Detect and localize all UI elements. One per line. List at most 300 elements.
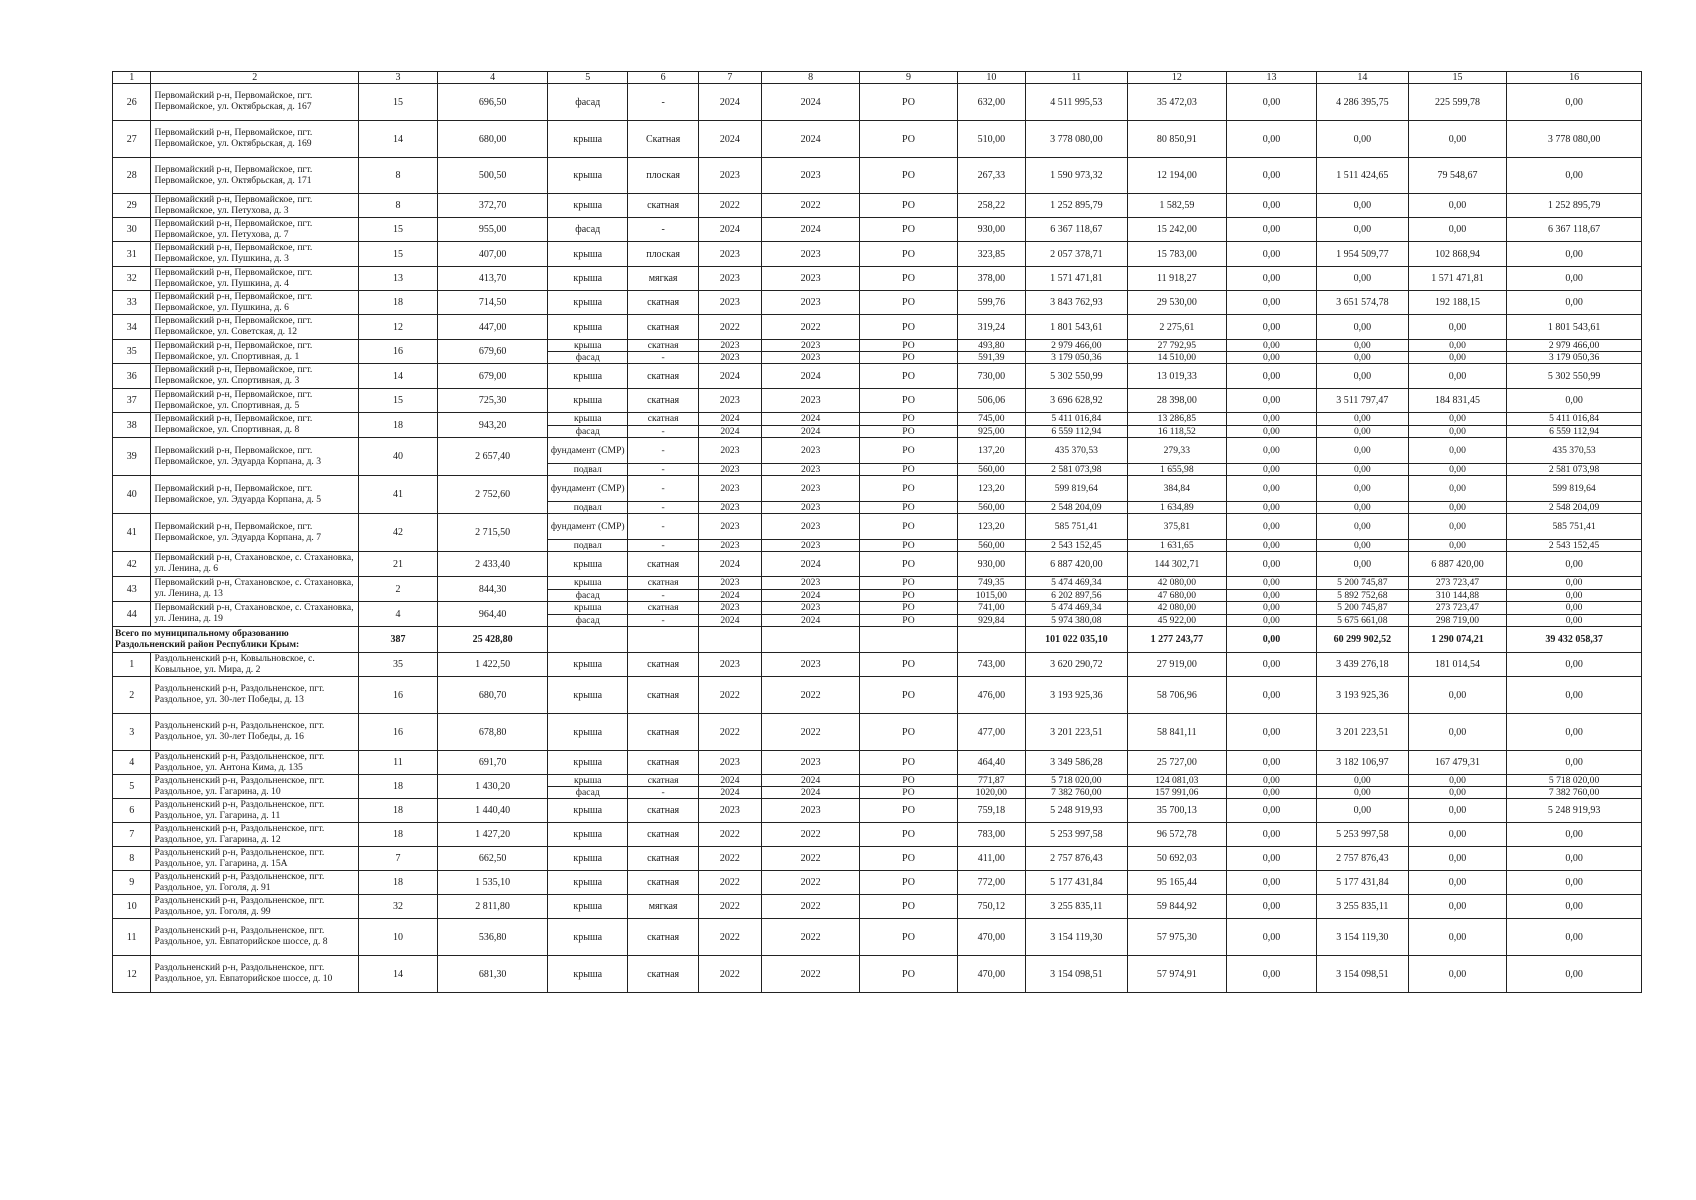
cell-c8: 2023 xyxy=(761,291,859,315)
cell-c15: 0,00 xyxy=(1408,476,1506,502)
cell-c8: 2022 xyxy=(761,919,859,956)
table-row xyxy=(113,438,1642,464)
cell-c11: 2 979 466,00 xyxy=(1026,340,1128,352)
row-number: 41 xyxy=(113,514,151,552)
cell-c9: РО xyxy=(860,194,957,218)
cell-c5: крыша xyxy=(548,799,628,823)
table-row xyxy=(113,218,1642,242)
table-row xyxy=(113,823,1642,847)
row-number: 10 xyxy=(113,895,151,919)
cell-c11: 5 474 469,34 xyxy=(1026,577,1128,590)
cell-c10: 759,18 xyxy=(957,799,1025,823)
cell-c14: 0,00 xyxy=(1316,438,1408,464)
cell-c14: 0,00 xyxy=(1316,799,1408,823)
cell-c14: 0,00 xyxy=(1316,476,1408,502)
cell-c10: 741,00 xyxy=(957,602,1025,615)
table-row xyxy=(113,677,1642,714)
table-row xyxy=(113,121,1642,158)
cell-c11: 5 411 016,84 xyxy=(1026,413,1128,426)
row-number: 44 xyxy=(113,602,151,627)
cell-c6: скатная xyxy=(628,775,699,787)
cell-c5: крыша xyxy=(548,775,628,787)
cell-col4: 1 427,20 xyxy=(438,823,548,847)
cell-c5: подвал xyxy=(548,540,628,552)
cell-c13: 0,00 xyxy=(1227,476,1317,502)
address-cell: Первомайский р-н, Первомайское, пгт. Первомайское, ул. Эдуарда Корпана, д. 3 xyxy=(151,438,358,476)
cell-c9: РО xyxy=(860,540,957,552)
cell-c5: фасад xyxy=(548,84,628,121)
total-empty xyxy=(628,627,699,653)
cell-col4: 2 433,40 xyxy=(438,552,548,577)
cell-c16: 0,00 xyxy=(1507,895,1642,919)
cell-c14: 3 511 797,47 xyxy=(1316,389,1408,413)
row-number: 11 xyxy=(113,919,151,956)
cell-c5: фасад xyxy=(548,218,628,242)
table-row xyxy=(113,340,1642,352)
cell-c12: 15 783,00 xyxy=(1127,242,1226,267)
cell-c7: 2022 xyxy=(698,919,761,956)
cell-c11: 1 590 973,32 xyxy=(1026,158,1128,194)
cell-c12: 42 080,00 xyxy=(1127,577,1226,590)
cell-c13: 0,00 xyxy=(1227,291,1317,315)
cell-c6: - xyxy=(628,84,699,121)
row-number: 2 xyxy=(113,677,151,714)
cell-c6: - xyxy=(628,218,699,242)
cell-c7: 2023 xyxy=(698,602,761,615)
cell-c13: 0,00 xyxy=(1227,540,1317,552)
cell-c9: РО xyxy=(860,364,957,389)
cell-col4: 447,00 xyxy=(438,315,548,340)
cell-c5: крыша xyxy=(548,194,628,218)
cell-col4: 1 422,50 xyxy=(438,653,548,677)
cell-c7: 2024 xyxy=(698,413,761,426)
cell-c8: 2023 xyxy=(761,602,859,615)
address-cell: Раздольненский р-н, Раздольненское, пгт. Раздольное, ул. Антона Кима, д. 135 xyxy=(151,751,358,775)
cell-c9: РО xyxy=(860,677,957,714)
cell-c14: 2 757 876,43 xyxy=(1316,847,1408,871)
cell-c16: 5 248 919,93 xyxy=(1507,799,1642,823)
row-number: 38 xyxy=(113,413,151,438)
cell-c8: 2023 xyxy=(761,799,859,823)
total-col4: 25 428,80 xyxy=(438,627,548,653)
address-cell: Первомайский р-н, Первомайское, пгт. Первомайское, ул. Советская, д. 12 xyxy=(151,315,358,340)
cell-c14: 0,00 xyxy=(1316,502,1408,514)
cell-col3: 18 xyxy=(358,413,437,438)
cell-c12: 80 850,91 xyxy=(1127,121,1226,158)
cell-c16: 0,00 xyxy=(1507,267,1642,291)
cell-c14: 0,00 xyxy=(1316,787,1408,799)
cell-c9: РО xyxy=(860,242,957,267)
cell-c5: фасад xyxy=(548,352,628,364)
cell-c15: 273 723,47 xyxy=(1408,577,1506,590)
cell-c15: 0,00 xyxy=(1408,364,1506,389)
cell-c7: 2023 xyxy=(698,502,761,514)
cell-c6: - xyxy=(628,438,699,464)
cell-c14: 3 201 223,51 xyxy=(1316,714,1408,751)
table-row xyxy=(113,775,1642,787)
cell-c10: 591,39 xyxy=(957,352,1025,364)
column-number: 6 xyxy=(628,72,699,84)
row-number: 6 xyxy=(113,799,151,823)
cell-c7: 2022 xyxy=(698,677,761,714)
cell-c15: 0,00 xyxy=(1408,194,1506,218)
column-number: 10 xyxy=(957,72,1025,84)
cell-c6: плоская xyxy=(628,242,699,267)
cell-c8: 2023 xyxy=(761,751,859,775)
cell-c14: 5 892 752,68 xyxy=(1316,590,1408,602)
cell-c13: 0,00 xyxy=(1227,751,1317,775)
cell-c9: РО xyxy=(860,158,957,194)
cell-c7: 2023 xyxy=(698,291,761,315)
cell-c12: 58 841,11 xyxy=(1127,714,1226,751)
cell-c16: 5 411 016,84 xyxy=(1507,413,1642,426)
cell-col4: 844,30 xyxy=(438,577,548,602)
cell-c9: РО xyxy=(860,653,957,677)
cell-c12: 13 286,85 xyxy=(1127,413,1226,426)
address-cell: Раздольненский р-н, Раздольненское, пгт. Раздольное, ул. Гагарина, д. 11 xyxy=(151,799,358,823)
cell-c5: подвал xyxy=(548,464,628,476)
cell-c11: 5 248 919,93 xyxy=(1026,799,1128,823)
table-row xyxy=(113,242,1642,267)
cell-c10: 560,00 xyxy=(957,502,1025,514)
row-number: 43 xyxy=(113,577,151,602)
cell-c13: 0,00 xyxy=(1227,577,1317,590)
cell-c5: фундамент (СМР) xyxy=(548,438,628,464)
address-cell: Раздольненский р-н, Раздольненское, пгт. Раздольное, ул. Гагарина, д. 12 xyxy=(151,823,358,847)
cell-c7: 2024 xyxy=(698,121,761,158)
cell-col3: 16 xyxy=(358,714,437,751)
cell-c11: 6 559 112,94 xyxy=(1026,426,1128,438)
cell-c5: крыша xyxy=(548,267,628,291)
cell-c6: скатная xyxy=(628,577,699,590)
cell-c11: 5 302 550,99 xyxy=(1026,364,1128,389)
cell-c10: 378,00 xyxy=(957,267,1025,291)
cell-c15: 0,00 xyxy=(1408,540,1506,552)
cell-c12: 16 118,52 xyxy=(1127,426,1226,438)
cell-c11: 6 367 118,67 xyxy=(1026,218,1128,242)
cell-col3: 2 xyxy=(358,577,437,602)
cell-c10: 930,00 xyxy=(957,552,1025,577)
address-cell: Раздольненский р-н, Раздольненское, пгт. Раздольное, ул. Гагарина, д. 15А xyxy=(151,847,358,871)
cell-c14: 1 511 424,65 xyxy=(1316,158,1408,194)
cell-c9: РО xyxy=(860,84,957,121)
cell-c16: 599 819,64 xyxy=(1507,476,1642,502)
cell-c11: 3 696 628,92 xyxy=(1026,389,1128,413)
cell-c10: 267,33 xyxy=(957,158,1025,194)
table-row xyxy=(113,364,1642,389)
cell-col4: 536,80 xyxy=(438,919,548,956)
cell-c16: 0,00 xyxy=(1507,84,1642,121)
cell-col4: 1 430,20 xyxy=(438,775,548,799)
cell-c11: 599 819,64 xyxy=(1026,476,1128,502)
cell-c13: 0,00 xyxy=(1227,84,1317,121)
cell-c14: 5 253 997,58 xyxy=(1316,823,1408,847)
cell-c8: 2023 xyxy=(761,502,859,514)
cell-c9: РО xyxy=(860,121,957,158)
cell-c7: 2022 xyxy=(698,847,761,871)
cell-c8: 2022 xyxy=(761,871,859,895)
cell-c6: скатная xyxy=(628,552,699,577)
cell-c11: 5 474 469,34 xyxy=(1026,602,1128,615)
row-number: 5 xyxy=(113,775,151,799)
cell-col4: 725,30 xyxy=(438,389,548,413)
cell-c6: скатная xyxy=(628,677,699,714)
cell-c12: 29 530,00 xyxy=(1127,291,1226,315)
cell-c16: 5 718 020,00 xyxy=(1507,775,1642,787)
cell-c7: 2024 xyxy=(698,590,761,602)
cell-c13: 0,00 xyxy=(1227,158,1317,194)
cell-col3: 18 xyxy=(358,871,437,895)
cell-c6: Скатная xyxy=(628,121,699,158)
cell-c5: крыша xyxy=(548,751,628,775)
cell-c13: 0,00 xyxy=(1227,677,1317,714)
cell-c10: 771,87 xyxy=(957,775,1025,787)
cell-c10: 929,84 xyxy=(957,615,1025,627)
cell-c6: скатная xyxy=(628,799,699,823)
cell-c14: 0,00 xyxy=(1316,267,1408,291)
cell-c7: 2024 xyxy=(698,218,761,242)
register-sheet xyxy=(112,71,1642,993)
address-cell: Раздольненский р-н, Раздольненское, пгт. Раздольное, ул. 30-лет Победы, д. 13 xyxy=(151,677,358,714)
cell-c12: 15 242,00 xyxy=(1127,218,1226,242)
cell-c16: 585 751,41 xyxy=(1507,514,1642,540)
cell-c8: 2024 xyxy=(761,426,859,438)
cell-c14: 3 154 098,51 xyxy=(1316,956,1408,993)
cell-c7: 2023 xyxy=(698,799,761,823)
cell-c10: 743,00 xyxy=(957,653,1025,677)
cell-c10: 1020,00 xyxy=(957,787,1025,799)
row-number: 4 xyxy=(113,751,151,775)
cell-c6: - xyxy=(628,426,699,438)
cell-c6: скатная xyxy=(628,364,699,389)
cell-c12: 45 922,00 xyxy=(1127,615,1226,627)
column-number: 2 xyxy=(151,72,358,84)
cell-c16: 0,00 xyxy=(1507,577,1642,590)
cell-col3: 14 xyxy=(358,364,437,389)
cell-c10: 493,80 xyxy=(957,340,1025,352)
cell-c11: 2 581 073,98 xyxy=(1026,464,1128,476)
cell-c7: 2024 xyxy=(698,787,761,799)
cell-c15: 0,00 xyxy=(1408,340,1506,352)
cell-c16: 2 581 073,98 xyxy=(1507,464,1642,476)
table-row xyxy=(113,799,1642,823)
cell-c13: 0,00 xyxy=(1227,919,1317,956)
cell-c14: 0,00 xyxy=(1316,194,1408,218)
table-row xyxy=(113,413,1642,426)
cell-col3: 10 xyxy=(358,919,437,956)
cell-c11: 1 571 471,81 xyxy=(1026,267,1128,291)
cell-c14: 0,00 xyxy=(1316,552,1408,577)
cell-col4: 413,70 xyxy=(438,267,548,291)
column-number: 16 xyxy=(1507,72,1642,84)
cell-c13: 0,00 xyxy=(1227,340,1317,352)
cell-c12: 25 727,00 xyxy=(1127,751,1226,775)
cell-c6: скатная xyxy=(628,653,699,677)
table-row xyxy=(113,194,1642,218)
address-cell: Первомайский р-н, Первомайское, пгт. Первомайское, ул. Пушкина, д. 4 xyxy=(151,267,358,291)
table-row xyxy=(113,714,1642,751)
cell-col3: 8 xyxy=(358,158,437,194)
address-cell: Раздольненский р-н, Ковыльновское, с. Ковыльное, ул. Мира, д. 2 xyxy=(151,653,358,677)
cell-c16: 0,00 xyxy=(1507,751,1642,775)
cell-c9: РО xyxy=(860,218,957,242)
cell-c12: 96 572,78 xyxy=(1127,823,1226,847)
cell-col4: 964,40 xyxy=(438,602,548,627)
address-cell: Первомайский р-н, Первомайское, пгт. Первомайское, ул. Петухова, д. 7 xyxy=(151,218,358,242)
cell-c14: 0,00 xyxy=(1316,315,1408,340)
address-cell: Раздольненский р-н, Раздольненское, пгт. Раздольное, ул. Евпаторийское шоссе, д. 10 xyxy=(151,956,358,993)
cell-col3: 15 xyxy=(358,218,437,242)
cell-c15: 0,00 xyxy=(1408,956,1506,993)
cell-c11: 3 349 586,28 xyxy=(1026,751,1128,775)
cell-c15: 0,00 xyxy=(1408,413,1506,426)
cell-c15: 298 719,00 xyxy=(1408,615,1506,627)
cell-c11: 3 201 223,51 xyxy=(1026,714,1128,751)
cell-c16: 0,00 xyxy=(1507,242,1642,267)
cell-c6: мягкая xyxy=(628,267,699,291)
cell-c6: скатная xyxy=(628,602,699,615)
cell-c10: 123,20 xyxy=(957,514,1025,540)
cell-c16: 0,00 xyxy=(1507,552,1642,577)
cell-c7: 2024 xyxy=(698,775,761,787)
cell-c15: 181 014,54 xyxy=(1408,653,1506,677)
cell-c5: крыша xyxy=(548,602,628,615)
cell-c8: 2024 xyxy=(761,552,859,577)
cell-c5: крыша xyxy=(548,552,628,577)
cell-c7: 2023 xyxy=(698,242,761,267)
cell-c12: 279,33 xyxy=(1127,438,1226,464)
cell-c10: 772,00 xyxy=(957,871,1025,895)
cell-col4: 662,50 xyxy=(438,847,548,871)
cell-col3: 14 xyxy=(358,121,437,158)
cell-c5: крыша xyxy=(548,895,628,919)
cell-col3: 7 xyxy=(358,847,437,871)
cell-c5: фасад xyxy=(548,426,628,438)
cell-c13: 0,00 xyxy=(1227,552,1317,577)
cell-c9: РО xyxy=(860,787,957,799)
cell-c8: 2023 xyxy=(761,438,859,464)
cell-c13: 0,00 xyxy=(1227,514,1317,540)
cell-c8: 2023 xyxy=(761,464,859,476)
cell-c11: 2 548 204,09 xyxy=(1026,502,1128,514)
cell-c5: крыша xyxy=(548,823,628,847)
cell-c13: 0,00 xyxy=(1227,799,1317,823)
cell-c11: 585 751,41 xyxy=(1026,514,1128,540)
cell-c14: 1 954 509,77 xyxy=(1316,242,1408,267)
address-cell: Раздольненский р-н, Раздольненское, пгт. Раздольное, ул. Гоголя, д. 91 xyxy=(151,871,358,895)
cell-c9: РО xyxy=(860,267,957,291)
cell-col4: 2 657,40 xyxy=(438,438,548,476)
cell-c13: 0,00 xyxy=(1227,438,1317,464)
cell-c16: 0,00 xyxy=(1507,677,1642,714)
cell-c8: 2024 xyxy=(761,121,859,158)
cell-c6: - xyxy=(628,464,699,476)
cell-c7: 2023 xyxy=(698,158,761,194)
cell-c15: 0,00 xyxy=(1408,438,1506,464)
cell-c6: мягкая xyxy=(628,895,699,919)
row-number: 36 xyxy=(113,364,151,389)
address-cell: Первомайский р-н, Первомайское, пгт. Первомайское, ул. Эдуарда Корпана, д. 7 xyxy=(151,514,358,552)
cell-c12: 375,81 xyxy=(1127,514,1226,540)
cell-c12: 157 991,06 xyxy=(1127,787,1226,799)
cell-c7: 2024 xyxy=(698,615,761,627)
cell-c15: 167 479,31 xyxy=(1408,751,1506,775)
column-number: 3 xyxy=(358,72,437,84)
cell-c8: 2022 xyxy=(761,956,859,993)
cell-col4: 679,60 xyxy=(438,340,548,364)
cell-c9: РО xyxy=(860,714,957,751)
cell-c11: 3 255 835,11 xyxy=(1026,895,1128,919)
cell-col3: 42 xyxy=(358,514,437,552)
cell-c15: 0,00 xyxy=(1408,464,1506,476)
cell-c10: 319,24 xyxy=(957,315,1025,340)
cell-col3: 15 xyxy=(358,84,437,121)
cell-col3: 13 xyxy=(358,267,437,291)
cell-c16: 0,00 xyxy=(1507,956,1642,993)
row-number: 39 xyxy=(113,438,151,476)
cell-c15: 0,00 xyxy=(1408,823,1506,847)
cell-c9: РО xyxy=(860,577,957,590)
cell-c12: 47 680,00 xyxy=(1127,590,1226,602)
row-number: 27 xyxy=(113,121,151,158)
cell-c5: крыша xyxy=(548,364,628,389)
cell-c14: 0,00 xyxy=(1316,464,1408,476)
table-row xyxy=(113,84,1642,121)
cell-c11: 1 801 543,61 xyxy=(1026,315,1128,340)
cell-c5: крыша xyxy=(548,413,628,426)
cell-c9: РО xyxy=(860,871,957,895)
cell-c12: 28 398,00 xyxy=(1127,389,1226,413)
cell-c16: 0,00 xyxy=(1507,823,1642,847)
column-number: 13 xyxy=(1227,72,1317,84)
cell-c8: 2023 xyxy=(761,352,859,364)
cell-c6: - xyxy=(628,476,699,502)
cell-c15: 0,00 xyxy=(1408,502,1506,514)
cell-c6: скатная xyxy=(628,714,699,751)
cell-col3: 4 xyxy=(358,602,437,627)
cell-c8: 2024 xyxy=(761,590,859,602)
cell-c8: 2024 xyxy=(761,615,859,627)
cell-c6: - xyxy=(628,514,699,540)
cell-c11: 6 202 897,56 xyxy=(1026,590,1128,602)
cell-c9: РО xyxy=(860,389,957,413)
cell-c13: 0,00 xyxy=(1227,194,1317,218)
cell-c13: 0,00 xyxy=(1227,590,1317,602)
cell-c6: скатная xyxy=(628,291,699,315)
cell-c6: скатная xyxy=(628,823,699,847)
cell-col3: 16 xyxy=(358,677,437,714)
table-body xyxy=(113,72,1642,993)
cell-c7: 2023 xyxy=(698,464,761,476)
cell-c5: фасад xyxy=(548,787,628,799)
cell-c9: РО xyxy=(860,751,957,775)
cell-col3: 15 xyxy=(358,389,437,413)
cell-c14: 3 193 925,36 xyxy=(1316,677,1408,714)
cell-c10: 745,00 xyxy=(957,413,1025,426)
cell-col3: 18 xyxy=(358,799,437,823)
column-number: 14 xyxy=(1316,72,1408,84)
cell-c7: 2023 xyxy=(698,540,761,552)
cell-c10: 599,76 xyxy=(957,291,1025,315)
cell-c11: 5 177 431,84 xyxy=(1026,871,1128,895)
table-row xyxy=(113,514,1642,540)
address-cell: Первомайский р-н, Стахановское, с. Стахановка, ул. Ленина, д. 13 xyxy=(151,577,358,602)
cell-col3: 40 xyxy=(358,438,437,476)
cell-col3: 18 xyxy=(358,775,437,799)
cell-c10: 925,00 xyxy=(957,426,1025,438)
cell-c10: 749,35 xyxy=(957,577,1025,590)
cell-c12: 14 510,00 xyxy=(1127,352,1226,364)
